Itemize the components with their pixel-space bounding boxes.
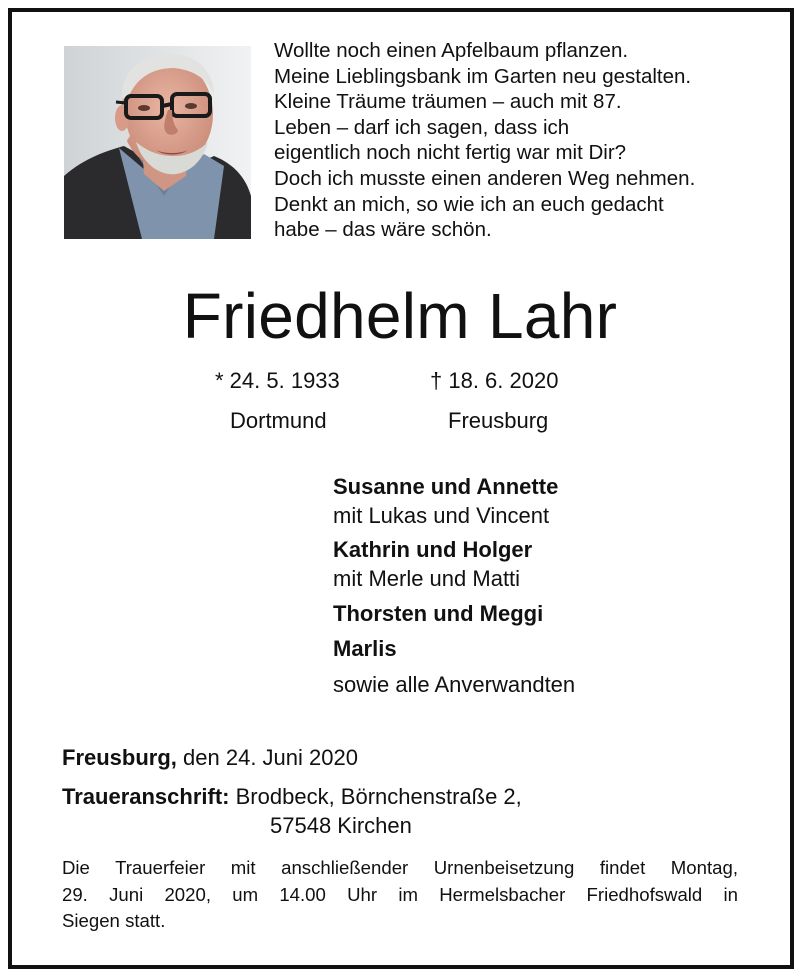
mourner-line: Marlis: [333, 636, 397, 661]
birth-place: Dortmund: [230, 408, 327, 433]
address-city: 57548 Kirchen: [270, 813, 412, 838]
poem-line: Meine Lieblingsbank im Garten neu gestalten.: [274, 64, 692, 88]
mourner-line: Susanne und Annette: [333, 474, 559, 499]
address-street: Brodbeck, Börnchenstraße 2,: [235, 784, 522, 809]
poem-line: Doch ich musste einen anderen Weg nehmen.: [274, 166, 696, 190]
mourner-line: Thorsten und Meggi: [333, 601, 544, 626]
mourner-line: mit Merle und Matti: [333, 566, 521, 591]
funeral-notice: [62, 855, 738, 935]
footer-date: den 24. Juni 2020: [183, 745, 358, 770]
address-line: [62, 783, 522, 811]
mourner-line: mit Lukas und Vincent: [333, 503, 550, 528]
notice-line: 29. Juni 2020, um 14.00 Uhr im Hermelsbacher Friedhofswald in: [62, 883, 738, 905]
place-date-line: [62, 744, 358, 772]
address-label: Traueranschrift:: [62, 784, 230, 809]
death-date: † 18. 6. 2020: [430, 368, 559, 393]
poem-line: Wollte noch einen Apfelbaum pflanzen.: [274, 39, 629, 62]
birth-date: * 24. 5. 1933: [215, 368, 340, 393]
poem: [274, 38, 695, 243]
portrait-photo: [64, 46, 251, 239]
poem-line: eigentlich noch nicht fertig war mit Dir?: [274, 141, 627, 165]
poem-line: Denkt an mich, so wie ich an euch gedacht: [274, 192, 664, 216]
death-place: Freusburg: [448, 408, 549, 433]
notice-line: Siegen statt.: [62, 910, 166, 931]
poem-line: Leben – darf ich sagen, dass ich: [274, 115, 570, 139]
mourner-line: sowie alle Anverwandten: [333, 672, 576, 697]
mourner-line: Kathrin und Holger: [333, 537, 533, 562]
notice-line: Die Trauerfeier mit anschließender Urnenbeisetzung findet Montag,: [62, 857, 738, 878]
footer-place: Freusburg,: [62, 745, 177, 770]
poem-line: habe – das wäre schön.: [274, 218, 492, 242]
poem-line: Kleine Träume träumen – auch mit 87.: [274, 90, 622, 114]
deceased-name: Friedhelm Lahr: [182, 280, 618, 352]
